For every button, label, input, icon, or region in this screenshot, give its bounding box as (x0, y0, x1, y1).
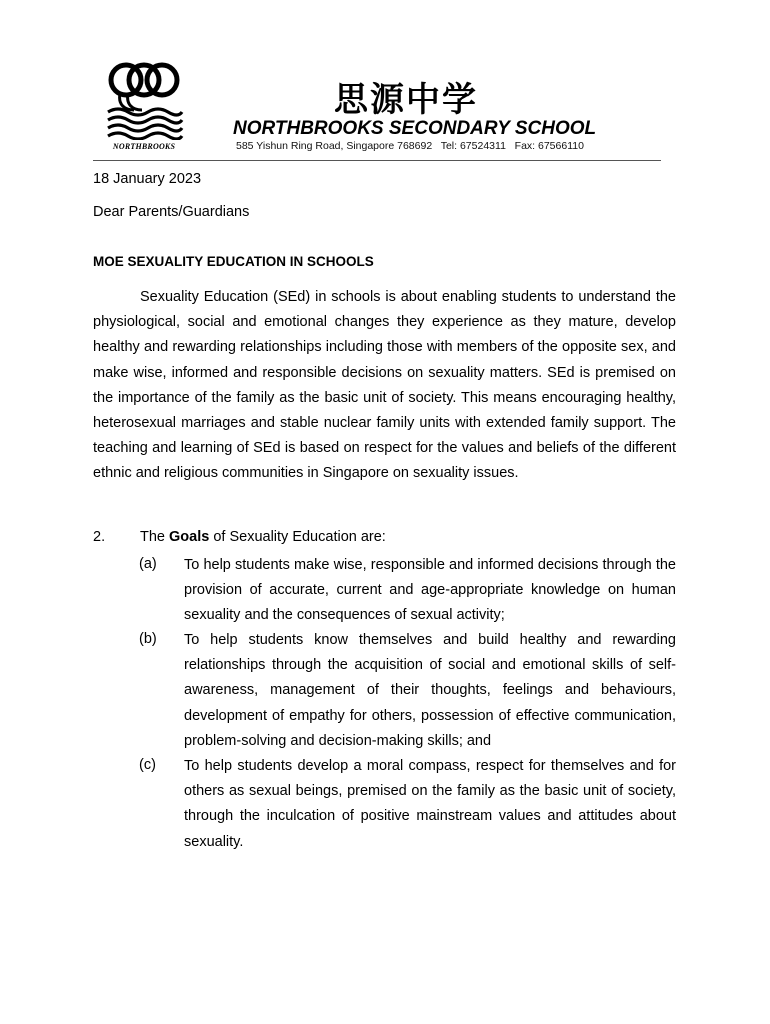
subitem-a-text: To help students make wise, responsible and informed decisions through the provision of accurate, current and age-appropriate knowledge on human sexuality and the consequences of sexual activity; (184, 557, 676, 624)
logo-caption: NORTHBROOKS (112, 142, 176, 151)
item-2-number: 2. (93, 529, 106, 545)
header-divider (93, 160, 661, 161)
item-2-intro (140, 529, 386, 545)
paragraph-1: Sexuality Education (SEd) in schools is about enabling students to understand the physiological, social and emotional changes they experience as they mature, develop healthy and rewarding relationships including those with members of the opposite sex, and make wise, informed and responsible decisions on sexuality matters. SEd is premised on the importance of the family as the basic unit of society. This means encouraging healthy, heterosexual marriages and stable nuclear family units with extended family support. The teaching and learning of SEd is based on respect for the values and beliefs of the different ethnic and religious communities in Singapore on sexuality issues. (93, 289, 676, 482)
school-chinese-name: 思源中学 (334, 80, 478, 120)
subitem-c-text: To help students develop a moral compass, respect for themselves and for others as sexual beings, premised on the family as the basic unit of society, through the inculcation of positive mainstream values and attitudes about sexuality. (184, 758, 676, 850)
item-2-intro-suffix: of Sexuality Education are: (209, 529, 386, 545)
salutation: Dear Parents/Guardians (93, 204, 250, 220)
subitem-b-text: To help students know themselves and build healthy and rewarding relationships through the acquisition of social and emotional skills of self-awareness, management of their thoughts, feelings and behaviours, development of empathy for others, possession of effective communication, problem-solving and decision-making skills; and (184, 632, 676, 749)
letter-date: 18 January 2023 (93, 171, 202, 187)
school-name: NORTHBROOKS SECONDARY SCHOOL (233, 118, 597, 139)
school-address: 585 Yishun Ring Road, Singapore 768692 Tel: 67524311 Fax: 67566110 (236, 140, 584, 152)
subitem-a-label: (a) (139, 556, 157, 572)
subitem-b-label: (b) (139, 631, 157, 647)
school-logo (104, 60, 184, 140)
subitem-c-label: (c) (139, 757, 156, 773)
item-2-intro-bold: Goals (169, 529, 210, 545)
letter-subject: MOE SEXUALITY EDUCATION IN SCHOOLS (93, 254, 374, 269)
item-2-intro-prefix: The (140, 529, 170, 545)
